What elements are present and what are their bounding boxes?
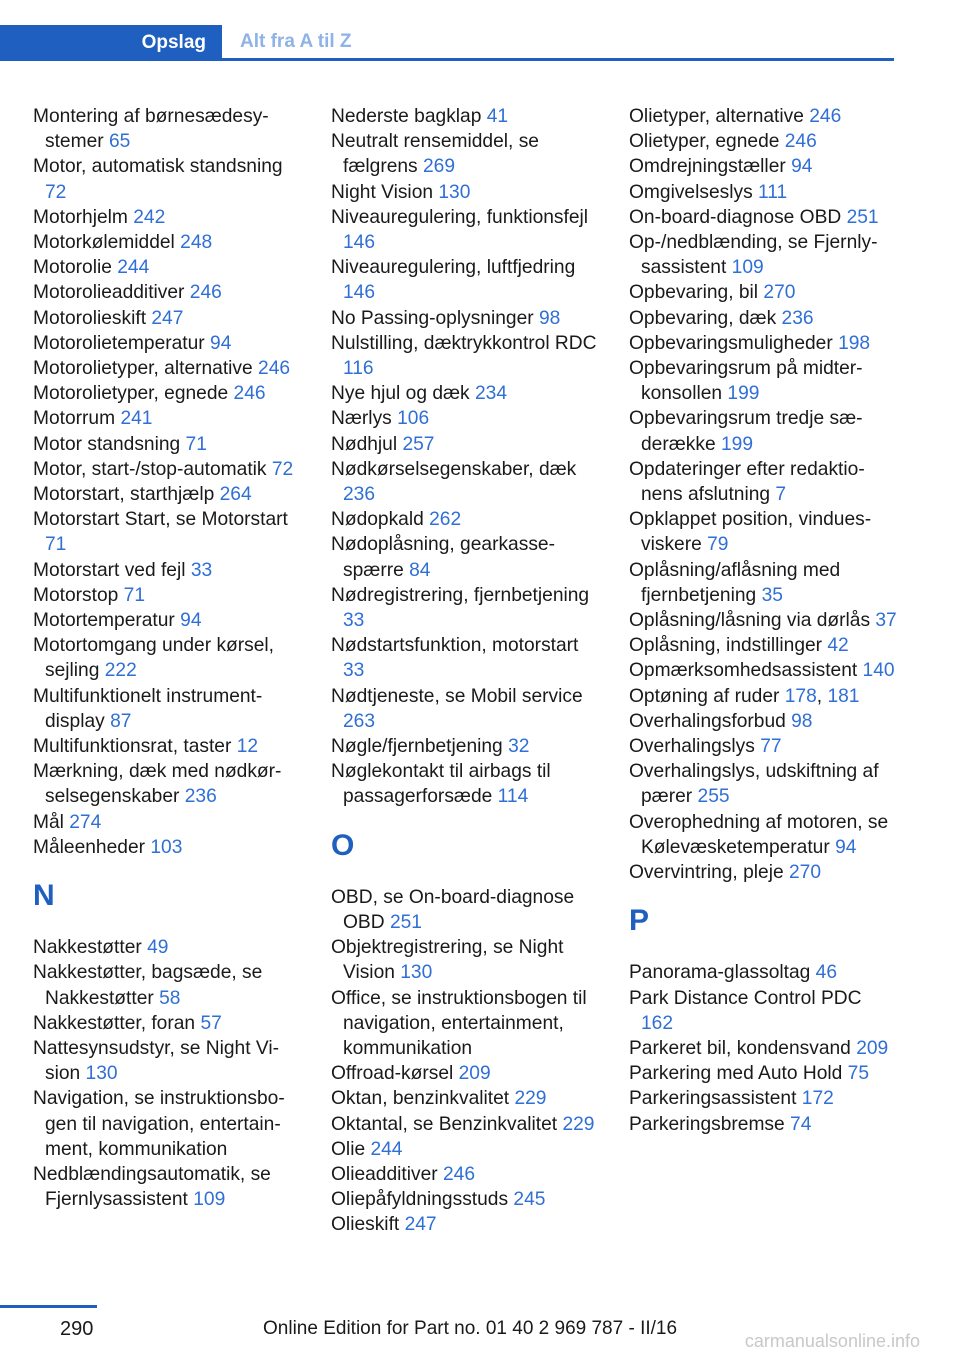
tab-opslag[interactable]: Opslag: [0, 25, 222, 61]
page-link[interactable]: 209: [458, 1063, 491, 1085]
page-link[interactable]: 246: [443, 1163, 476, 1185]
page-link[interactable]: 71: [123, 584, 146, 606]
index-entry-text: Olieskift: [331, 1214, 400, 1236]
page-link[interactable]: 236: [343, 484, 376, 506]
index-entry: [629, 1086, 897, 1111]
index-entry-text: Multifunktionsrat, taster: [33, 736, 232, 758]
page-link[interactable]: 244: [370, 1138, 403, 1160]
index-entry: [331, 331, 599, 381]
index-entry-text: Motorolieskift: [33, 307, 147, 329]
index-entry: [629, 1036, 897, 1061]
index-entry: [629, 810, 897, 860]
page-link[interactable]: 33: [343, 660, 365, 682]
index-entry: [331, 406, 599, 431]
index-entry: [331, 633, 599, 683]
index-entry-text: Motortemperatur: [33, 610, 175, 632]
page-link[interactable]: 146: [343, 232, 376, 254]
index-entry-text: Overvintring, pleje: [629, 862, 784, 884]
index-entry: Optøning af ruder 178, 181: [629, 685, 860, 707]
index-entry: [629, 1061, 897, 1086]
index-entry-text: Motorhjelm: [33, 206, 128, 228]
page-link[interactable]: 72: [45, 181, 67, 203]
index-entry-text: Parkering med Auto Hold: [629, 1063, 843, 1085]
index-entry-text: Oplåsning/aflåsning med fjernbetjening: [629, 559, 841, 606]
page-link[interactable]: 248: [180, 232, 213, 254]
page-link[interactable]: 65: [108, 131, 131, 153]
index-entry-text: Omgivelseslys: [629, 181, 753, 203]
index-entry-text: Nødregistrering, fjernbetjening: [331, 584, 590, 606]
index-entry-text: Nederste bagklap: [331, 106, 482, 127]
page-link[interactable]: 111: [758, 181, 788, 203]
index-entry: [33, 960, 301, 1010]
index-entry: [33, 406, 301, 431]
index-entry: [33, 935, 301, 960]
index-entry-text: Motorstart, starthjælp: [33, 484, 215, 506]
index-entry-text: Office, se instruktionsbogen til navigation, entertainment, kommunikation: [331, 987, 587, 1059]
page-link[interactable]: 181: [827, 685, 860, 707]
index-entry: [33, 1086, 301, 1162]
page-link[interactable]: 33: [343, 610, 365, 632]
index-entry-text: Parkeringsbremse: [629, 1113, 785, 1135]
index-entry-text: Overophedning af motoren, se Kølevæsketemperatur: [629, 811, 889, 858]
index-entry-text: Mærkning, dæk med nødkørselsegenskaber: [33, 761, 282, 808]
index-entry-text: No Passing-oplysninger: [331, 307, 534, 329]
page-link[interactable]: 58: [159, 987, 181, 1009]
page-link[interactable]: 244: [117, 257, 150, 279]
page-link[interactable]: 162: [641, 1012, 674, 1034]
page-link[interactable]: 12: [236, 736, 259, 758]
index-entry: [629, 1112, 897, 1137]
page-link[interactable]: 114: [497, 786, 529, 808]
page-link[interactable]: 75: [847, 1063, 869, 1085]
page-link[interactable]: 94: [210, 332, 232, 354]
index-entry: [331, 1086, 599, 1111]
index-entry-text: Nøglekontakt til airbags til passagerforsæde: [331, 761, 551, 808]
page-link[interactable]: 146: [343, 282, 376, 304]
index-entry-text: Olietyper, egnede: [629, 131, 780, 153]
index-entry: [331, 306, 599, 331]
page-link[interactable]: 229: [562, 1113, 595, 1135]
page-link[interactable]: 94: [791, 156, 813, 178]
index-entry-text: Nye hjul og dæk: [331, 383, 470, 405]
index-entry-text: Motorkølemiddel: [33, 232, 175, 254]
index-entry: [33, 558, 301, 583]
index-entry: [331, 885, 599, 935]
page-link[interactable]: 103: [150, 836, 183, 858]
page-link[interactable]: 87: [110, 710, 132, 732]
index-entry: [331, 1212, 599, 1237]
page-link[interactable]: 246: [233, 383, 266, 405]
page-link[interactable]: 263: [343, 710, 376, 732]
index-entry: [33, 507, 301, 557]
index-entry-text: Opbevaringsrum på midterkonsollen: [629, 358, 863, 405]
index-entry-text: Motortomgang under kørsel, sejling: [33, 635, 275, 682]
page-link[interactable]: 241: [120, 408, 153, 430]
index-entry: [33, 104, 301, 154]
index-entry: [629, 154, 897, 179]
index-entry: [33, 1036, 301, 1086]
index-entry-text: Navigation, se instruktionsbogen til navigation, entertainment, kommunikation: [33, 1088, 285, 1160]
page-link[interactable]: 251: [846, 206, 879, 228]
index-entry-text: Motorolietemperatur: [33, 332, 205, 354]
page-link[interactable]: 198: [838, 332, 871, 354]
index-entry: [629, 104, 897, 129]
index-entry-text: OBD, se On-board-diagnose OBD: [331, 886, 575, 933]
index-entry-text: Motorstop: [33, 584, 119, 606]
index-entry: [331, 935, 599, 985]
page-link[interactable]: 140: [862, 660, 895, 682]
section-letter: P: [629, 904, 650, 938]
index-entry-text: Motorolie: [33, 257, 112, 279]
index-entry-text: Nødopkald: [331, 509, 424, 531]
page-link[interactable]: 251: [389, 911, 422, 933]
index-entry: [629, 759, 897, 809]
index-entry: [33, 583, 301, 608]
index-entry: [331, 1112, 599, 1137]
page-link[interactable]: 41: [486, 106, 509, 127]
index-entry-text: Nakkestøtter, bagsæde, se Nakkestøtter: [33, 962, 263, 1009]
index-entry-text: Motorolietyper, egnede: [33, 383, 229, 405]
index-entry-text: Panorama-glassoltag: [629, 962, 811, 984]
index-entry: [629, 709, 897, 734]
index-entry: [629, 205, 897, 230]
index-entry: [331, 583, 599, 633]
index-entry-text: Motorstart ved fejl: [33, 559, 186, 581]
index-entry: [629, 180, 897, 205]
index-entry-text: Opbevaring, dæk: [629, 307, 777, 329]
index-entry-text: Motor standsning: [33, 433, 181, 455]
index-entry: [629, 356, 897, 406]
page-link[interactable]: 109: [193, 1189, 226, 1211]
page-link[interactable]: 199: [727, 383, 760, 405]
page-link[interactable]: 269: [423, 156, 456, 178]
index-column-3: [629, 104, 897, 1137]
index-entry: [33, 759, 301, 809]
index-entry-text: Opklappet position, vinduesviskere: [629, 509, 872, 556]
index-entry: [331, 734, 599, 759]
index-entry: [331, 104, 599, 129]
index-entry-text: Niveauregulering, luftfjedring: [331, 257, 576, 279]
index-entry: [331, 432, 599, 457]
index-entry: [331, 759, 599, 809]
index-entry-text: Motorstart Start, se Motorstart: [33, 509, 288, 531]
page-link[interactable]: 72: [271, 458, 294, 480]
page-link[interactable]: 262: [429, 509, 462, 531]
index-entry-text: Overhalingslys: [629, 736, 755, 758]
page-link[interactable]: 246: [258, 358, 291, 380]
index-entry-text: Nedblændingsautomatik, se Fjernlysassistent: [33, 1163, 271, 1211]
index-entry-text: Nakkestøtter, foran: [33, 1012, 196, 1034]
index-entry-text: Olie: [331, 1138, 366, 1160]
index-entry-text: Park Distance Control PDC: [629, 987, 862, 1009]
index-entry: [629, 860, 897, 885]
page-link[interactable]: 106: [397, 408, 430, 430]
page-link[interactable]: 172: [801, 1088, 834, 1110]
index-entry: [629, 306, 897, 331]
index-entry: [33, 457, 301, 482]
page-number: 290: [60, 1318, 94, 1340]
index-entry: [331, 180, 599, 205]
page-link[interactable]: 46: [815, 962, 838, 984]
page-link[interactable]: 130: [85, 1063, 118, 1085]
page-link[interactable]: 130: [400, 962, 433, 984]
page-link[interactable]: 247: [151, 307, 184, 329]
page-link[interactable]: 77: [760, 736, 782, 758]
index-entry-text: Motorrum: [33, 408, 116, 430]
index-entry: [331, 507, 599, 532]
index-entry: [629, 734, 897, 759]
page-link[interactable]: 42: [827, 635, 849, 657]
index-entry: [33, 633, 301, 683]
index-entry: [629, 960, 897, 985]
page-link[interactable]: 234: [475, 383, 508, 405]
index-entry-text: Motorolietyper, alternative: [33, 358, 253, 380]
page-link[interactable]: 71: [185, 433, 207, 455]
page-link[interactable]: 98: [791, 710, 813, 732]
index-entry: [33, 356, 301, 381]
index-entry: [33, 810, 301, 835]
index-entry: [331, 205, 599, 255]
index-entry-text: On-board-diagnose OBD: [629, 206, 842, 228]
page-link[interactable]: 116: [343, 358, 374, 380]
index-entry: [629, 406, 897, 456]
index-entry: [331, 457, 599, 507]
index-entry: [629, 280, 897, 305]
page-link[interactable]: 32: [508, 736, 530, 758]
index-entry-text: Optøning af ruder: [629, 685, 780, 707]
page-link[interactable]: 178: [784, 685, 817, 707]
page-link[interactable]: 71: [45, 534, 67, 556]
index-entry: [33, 734, 301, 759]
index-entry-text: Nødtjeneste, se Mobil service: [331, 685, 583, 707]
header-divider: [0, 58, 894, 61]
index-entry-text: Oplåsning/låsning via dørlås: [629, 610, 871, 632]
page-link[interactable]: 57: [200, 1012, 222, 1034]
index-entry: [33, 1011, 301, 1036]
index-entry-text: Motorolieadditiver: [33, 282, 185, 304]
page-link[interactable]: 270: [788, 862, 821, 884]
index-entry-text: Opdateringer efter redaktionens afslutning: [629, 458, 865, 506]
index-entry: [33, 482, 301, 507]
index-entry-text: Nærlys: [331, 408, 392, 430]
index-entry-text: Oktantal, se Benzinkvalitet: [331, 1113, 558, 1135]
index-entry: [629, 331, 897, 356]
page-link[interactable]: 236: [184, 786, 217, 808]
page-link[interactable]: 229: [514, 1088, 547, 1110]
index-entry: [331, 1061, 599, 1086]
edition-text: Online Edition for Part no. 01 40 2 969 787 - II/16: [263, 1318, 678, 1339]
index-entry-text: Opmærksomhedsassistent: [629, 660, 858, 682]
tab-alt-fra-a-til-z[interactable]: Alt fra A til Z: [240, 31, 352, 52]
index-column-1: [33, 104, 301, 1212]
index-entry-text: Nødoplåsning, gearkassespærre: [331, 534, 555, 581]
page-link[interactable]: 7: [775, 484, 787, 506]
index-entry: [331, 532, 599, 582]
index-entry-text: Neutralt rensemiddel, se fælgrens: [331, 131, 539, 178]
page-link[interactable]: 79: [707, 534, 729, 556]
index-entry: [33, 608, 301, 633]
index-entry-text: Offroad-kørsel: [331, 1063, 454, 1085]
index-entry-text: Opbevaringsmuligheder: [629, 332, 833, 354]
index-entry-text: Motor, automatisk standsning: [33, 156, 283, 178]
index-entry: [33, 381, 301, 406]
index-entry-text: Niveauregulering, funktionsfejl: [331, 206, 589, 228]
page-link[interactable]: 246: [809, 106, 842, 127]
index-entry-text: Overhalingsforbud: [629, 710, 786, 732]
index-entry-text: Parkeringsassistent: [629, 1088, 797, 1110]
index-entry: [33, 154, 301, 204]
section-letter: N: [33, 879, 55, 913]
index-entry: [33, 306, 301, 331]
page-link[interactable]: 84: [409, 559, 431, 581]
index-entry: [331, 684, 599, 734]
index-entry: [629, 507, 897, 557]
index-entry: [33, 255, 301, 280]
page-link[interactable]: 257: [402, 433, 435, 455]
index-entry-text: Opbevaringsrum tredje sæderække: [629, 408, 863, 455]
index-entry-text: Opbevaring, bil: [629, 282, 759, 304]
page-link[interactable]: 274: [69, 811, 102, 833]
index-entry: [331, 986, 599, 1062]
index-entry-text: Motor, start-/stop-automatik: [33, 458, 267, 480]
index-entry: [629, 608, 897, 633]
page-link[interactable]: 109: [731, 257, 764, 279]
section-letter: O: [331, 828, 355, 862]
index-entry: [331, 129, 599, 179]
page-link[interactable]: 130: [438, 181, 471, 203]
index-entry: [33, 1162, 301, 1212]
page-link[interactable]: 247: [404, 1214, 437, 1236]
page-link[interactable]: 199: [721, 433, 754, 455]
index-entry-text: Nøgle/fjernbetjening: [331, 736, 503, 758]
page-link[interactable]: 245: [513, 1189, 546, 1211]
page-link[interactable]: 236: [781, 307, 814, 329]
index-entry: [33, 432, 301, 457]
index-entry: [331, 381, 599, 406]
page-link[interactable]: 242: [133, 206, 166, 228]
index-entry: [331, 255, 599, 305]
index-entry-text: Op-/nedblænding, se Fjernlysassistent: [629, 232, 878, 279]
page-link[interactable]: 264: [219, 484, 252, 506]
index-entry-text: Mål: [33, 811, 64, 833]
watermark: carmanualsonline.info: [744, 1331, 920, 1351]
index-entry: [331, 1162, 599, 1187]
page-link[interactable]: 94: [835, 836, 857, 858]
index-entry: [331, 1137, 599, 1162]
index-column-2: [331, 104, 599, 1238]
page-link[interactable]: 98: [538, 307, 561, 329]
index-entry-text: Overhalingslys, udskiftning af pærer: [629, 761, 879, 808]
page-link[interactable]: 33: [190, 559, 213, 581]
index-entry: [331, 1187, 599, 1212]
index-entry-text: Oktan, benzinkvalitet: [331, 1088, 510, 1110]
index-entry: [33, 835, 301, 860]
page-link[interactable]: 94: [180, 610, 202, 632]
index-entry-text: Nakkestøtter: [33, 937, 142, 959]
index-entry-text: Nattesynsudstyr, se Night Vision: [33, 1037, 279, 1085]
page-link[interactable]: 246: [189, 282, 222, 304]
index-entry: [33, 205, 301, 230]
index-entry-text: Montering af børnesædesystemer: [33, 106, 269, 153]
index-entry: [33, 684, 301, 734]
page-link[interactable]: 270: [763, 282, 796, 304]
index-entry: [33, 331, 301, 356]
page-link[interactable]: 74: [790, 1113, 812, 1135]
header-tabs: [0, 25, 894, 61]
index-entry-text: Olietyper, alternative: [629, 106, 804, 127]
index-entry: [629, 457, 897, 507]
index-entry-text: Måleenheder: [33, 836, 146, 858]
index-entry-text: Parkeret bil, kondensvand: [629, 1037, 851, 1059]
index-entry: [629, 658, 897, 683]
index-entry-text: Multifunktionelt instrumentdisplay: [33, 685, 263, 732]
page-link[interactable]: 246: [784, 131, 817, 153]
index-entry-text: Objektregistrering, se Night Vision: [331, 937, 564, 984]
index-entry-text: Night Vision: [331, 181, 434, 203]
index-entry-text: Nulstilling, dæktrykkontrol RDC: [331, 332, 597, 354]
index-entry-text: Nødstartsfunktion, motorstart: [331, 635, 579, 657]
page-link[interactable]: 255: [697, 786, 730, 808]
index-entry-text: Nødhjul: [331, 433, 398, 455]
index-entry: [629, 986, 897, 1036]
index-entry-text: Oplåsning, indstillinger: [629, 635, 823, 657]
footer-divider: [0, 1305, 97, 1308]
index-entry-text: Olieadditiver: [331, 1163, 438, 1185]
index-entry-text: Omdrejningstæller: [629, 156, 786, 178]
index-entry: [629, 558, 897, 608]
index-entry: [33, 280, 301, 305]
index-entry-text: Nødkørselsegenskaber, dæk: [331, 458, 577, 480]
page-link[interactable]: 222: [104, 660, 137, 682]
page-link[interactable]: 49: [147, 937, 169, 959]
index-entry: [629, 129, 897, 154]
page-link[interactable]: 37: [875, 610, 897, 632]
page-link[interactable]: 35: [761, 584, 783, 606]
index-entry: [33, 230, 301, 255]
index-entry: [629, 633, 897, 658]
index-entry-text: Oliepåfyldningsstuds: [331, 1189, 509, 1211]
index-entry: [629, 230, 897, 280]
page-link[interactable]: 209: [856, 1037, 889, 1059]
